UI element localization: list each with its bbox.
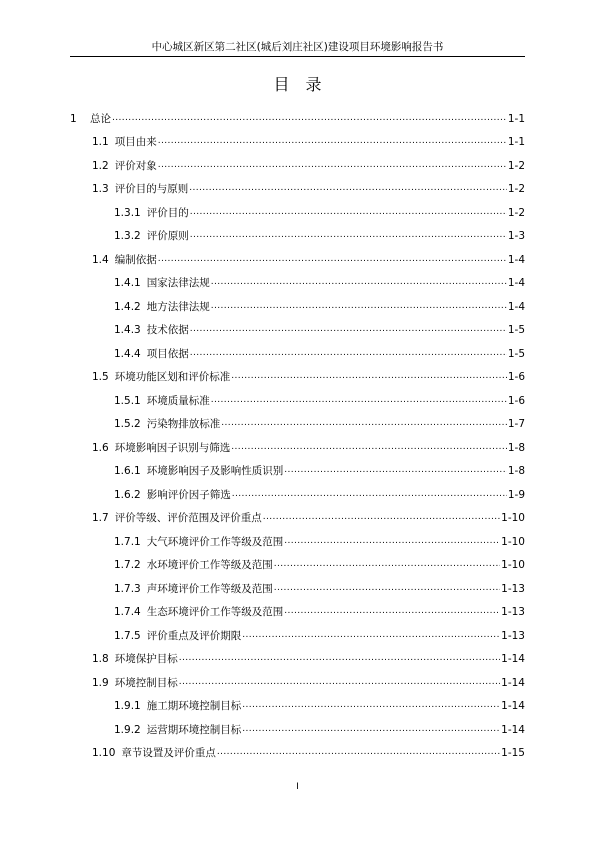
toc-entry-title: 污染物排放标准 xyxy=(146,418,221,430)
toc-leader-dots xyxy=(284,605,500,619)
toc-entry-page: 1-9 xyxy=(507,488,525,501)
toc-entry-number: 1.5.1 xyxy=(114,394,141,407)
toc-entry-title: 技术依据 xyxy=(146,324,189,336)
toc-entry-page: 1-13 xyxy=(501,606,525,618)
toc-entry-number: 1.6.2 xyxy=(114,488,141,501)
toc-entry-title: 编制依据 xyxy=(114,253,157,266)
toc-entry-page: 1-10 xyxy=(501,559,525,571)
toc-leader-dots xyxy=(190,206,507,220)
toc-entry-title: 生态环境评价工作等级及范围 xyxy=(146,606,284,618)
toc-entry[interactable] xyxy=(70,361,525,385)
toc-entry-page: 1-4 xyxy=(507,300,525,313)
toc-entry-page: 1-2 xyxy=(507,159,525,172)
toc-leader-dots xyxy=(242,723,500,737)
toc-entry[interactable] xyxy=(70,149,525,173)
toc-entry-number: 1 xyxy=(70,112,77,125)
toc-entry-number: 1.3.1 xyxy=(114,206,141,219)
toc-leader-dots xyxy=(190,229,507,243)
toc-entry-number: 1.9.1 xyxy=(114,700,141,712)
toc-entry[interactable] xyxy=(70,220,525,244)
toc-entry-page: 1-1 xyxy=(507,112,525,125)
toc-entry-title: 运营期环境控制目标 xyxy=(146,723,242,736)
toc-leader-dots xyxy=(211,394,507,408)
toc-entry-page: 1-14 xyxy=(501,676,525,689)
toc-entry-number: 1.9 xyxy=(92,676,109,689)
toc-entry-page: 1-10 xyxy=(501,512,525,524)
toc-leader-dots xyxy=(211,300,507,314)
toc-entry-page: 1-4 xyxy=(507,253,525,266)
toc-entry[interactable] xyxy=(70,619,525,643)
toc-entry-number: 1.1 xyxy=(92,136,109,148)
toc-leader-dots xyxy=(112,112,507,126)
toc-entry[interactable] xyxy=(70,478,525,502)
toc-entry[interactable] xyxy=(70,643,525,667)
toc-entry[interactable] xyxy=(70,502,525,526)
toc-entry-number: 1.7.1 xyxy=(114,535,141,548)
toc-entry-title: 评价重点及评价期限 xyxy=(146,629,242,642)
toc-leader-dots xyxy=(231,370,507,384)
toc-entry-page: 1-2 xyxy=(507,206,525,219)
toc-entry-title: 环境控制目标 xyxy=(114,676,178,689)
toc-entry-number: 1.8 xyxy=(92,653,109,665)
toc-entry[interactable] xyxy=(70,290,525,314)
toc-entry-number: 1.10 xyxy=(92,747,116,759)
toc-entry-page: 1-10 xyxy=(501,535,525,548)
toc-entry-number: 1.2 xyxy=(92,159,109,172)
toc-entry-title: 评价对象 xyxy=(114,159,157,172)
toc-entry-page: 1-4 xyxy=(507,277,525,289)
toc-leader-dots xyxy=(242,629,500,643)
toc-leader-dots xyxy=(179,652,500,666)
toc-leader-dots xyxy=(232,488,507,502)
toc-entry-page: 1-3 xyxy=(507,230,525,242)
toc-entry-number: 1.5 xyxy=(92,371,109,383)
toc-entry-title: 项目依据 xyxy=(146,347,189,360)
toc-entry-title: 评价目的 xyxy=(146,206,189,219)
toc-leader-dots xyxy=(158,159,507,173)
toc-leader-dots xyxy=(284,464,507,478)
toc-entry[interactable] xyxy=(70,102,525,126)
toc-entry-page: 1-1 xyxy=(507,136,525,148)
toc-entry[interactable] xyxy=(70,384,525,408)
toc-entry-page: 1-15 xyxy=(501,747,525,759)
toc-entry-number: 1.4.1 xyxy=(114,277,141,289)
toc-entry-title: 评价目的与原则 xyxy=(114,183,189,195)
toc-leader-dots xyxy=(217,746,500,760)
toc-entry-number: 1.7.3 xyxy=(114,582,141,595)
toc-entry-title: 评价原则 xyxy=(146,230,189,242)
toc-entry-number: 1.4.3 xyxy=(114,324,141,336)
toc-entry-number: 1.7.2 xyxy=(114,559,141,571)
toc-entry-title: 环境质量标准 xyxy=(146,394,210,407)
toc-entry-page: 1-2 xyxy=(507,183,525,195)
running-header: 中心城区新区第二社区(城后刘庄社区)建设项目环境影响报告书 xyxy=(70,38,525,57)
toc-entry-page: 1-6 xyxy=(507,394,525,407)
toc-leader-dots xyxy=(190,323,507,337)
toc-entry-number: 1.6.1 xyxy=(114,465,141,477)
toc-entry-title: 总论 xyxy=(90,112,111,125)
toc-leader-dots xyxy=(179,676,500,690)
toc-entry[interactable] xyxy=(70,173,525,197)
toc-entry-page: 1-14 xyxy=(501,653,525,665)
toc-entry-number: 1.9.2 xyxy=(114,723,141,736)
toc-entry[interactable] xyxy=(70,267,525,291)
toc-entry-title: 章节设置及评价重点 xyxy=(121,747,216,759)
toc-entry-page: 1-13 xyxy=(501,582,525,595)
toc-entry-number: 1.7.5 xyxy=(114,629,141,642)
toc-entry-title: 水环境评价工作等级及范围 xyxy=(146,559,273,571)
toc-entry-title: 项目由来 xyxy=(114,136,157,148)
toc-entry[interactable] xyxy=(70,737,525,761)
toc-entry[interactable] xyxy=(70,572,525,596)
toc-entry-title: 评价等级、评价范围及评价重点 xyxy=(114,512,262,524)
toc-leader-dots xyxy=(189,182,507,196)
toc-entry-number: 1.4.4 xyxy=(114,347,141,360)
toc-leader-dots xyxy=(284,535,500,549)
toc-entry-title: 环境功能区划和评价标准 xyxy=(114,371,231,383)
page-number: I xyxy=(296,782,299,792)
toc-entry-page: 1-8 xyxy=(507,441,525,454)
table-of-contents xyxy=(70,102,525,760)
toc-entry[interactable] xyxy=(70,431,525,455)
toc-leader-dots xyxy=(158,253,507,267)
toc-leader-dots xyxy=(242,699,500,713)
toc-entry-number: 1.6 xyxy=(92,441,109,454)
toc-entry-number: 1.3.2 xyxy=(114,230,141,242)
toc-entry[interactable] xyxy=(70,337,525,361)
toc-title: 目录 xyxy=(273,75,338,94)
toc-entry-page: 1-13 xyxy=(501,629,525,642)
toc-entry[interactable] xyxy=(70,243,525,267)
toc-entry-title: 国家法律法规 xyxy=(146,277,210,289)
toc-leader-dots xyxy=(263,511,500,525)
toc-entry[interactable] xyxy=(70,596,525,620)
toc-entry-title: 环境保护目标 xyxy=(114,653,178,665)
toc-entry-number: 1.7 xyxy=(92,512,109,524)
toc-entry-title: 施工期环境控制目标 xyxy=(146,700,242,712)
toc-leader-dots xyxy=(231,441,507,455)
toc-entry-title: 地方法律法规 xyxy=(146,300,210,313)
toc-entry[interactable] xyxy=(70,713,525,737)
toc-leader-dots xyxy=(190,347,507,361)
toc-entry-number: 1.5.2 xyxy=(114,418,141,430)
toc-entry-page: 1-5 xyxy=(507,347,525,360)
toc-entry-number: 1.4.2 xyxy=(114,300,141,313)
toc-entry-page: 1-14 xyxy=(501,723,525,736)
toc-entry-title: 影响评价因子筛选 xyxy=(146,488,231,501)
toc-leader-dots xyxy=(211,276,507,290)
toc-entry[interactable] xyxy=(70,455,525,479)
toc-leader-dots xyxy=(158,135,507,149)
toc-entry-page: 1-8 xyxy=(507,465,525,477)
toc-entry-number: 1.3 xyxy=(92,183,109,195)
toc-entry-title: 环境影响因子及影响性质识别 xyxy=(146,465,284,477)
toc-entry[interactable] xyxy=(70,126,525,150)
toc-entry-title: 环境影响因子识别与筛选 xyxy=(114,441,231,454)
toc-entry[interactable] xyxy=(70,314,525,338)
toc-entry-page: 1-14 xyxy=(501,700,525,712)
toc-entry[interactable] xyxy=(70,408,525,432)
toc-entry-title: 大气环境评价工作等级及范围 xyxy=(146,535,284,548)
toc-entry-title: 声环境评价工作等级及范围 xyxy=(146,582,273,595)
toc-leader-dots xyxy=(274,582,500,596)
toc-entry[interactable] xyxy=(70,549,525,573)
toc-entry[interactable] xyxy=(70,666,525,690)
toc-entry-page: 1-7 xyxy=(507,418,525,430)
toc-entry-page: 1-5 xyxy=(507,324,525,336)
toc-entry-page: 1-6 xyxy=(507,371,525,383)
toc-entry[interactable] xyxy=(70,690,525,714)
toc-leader-dots xyxy=(221,417,507,431)
toc-entry-number: 1.7.4 xyxy=(114,606,141,618)
toc-entry[interactable] xyxy=(70,525,525,549)
toc-leader-dots xyxy=(274,558,500,572)
toc-entry-number: 1.4 xyxy=(92,253,109,266)
toc-entry[interactable] xyxy=(70,196,525,220)
